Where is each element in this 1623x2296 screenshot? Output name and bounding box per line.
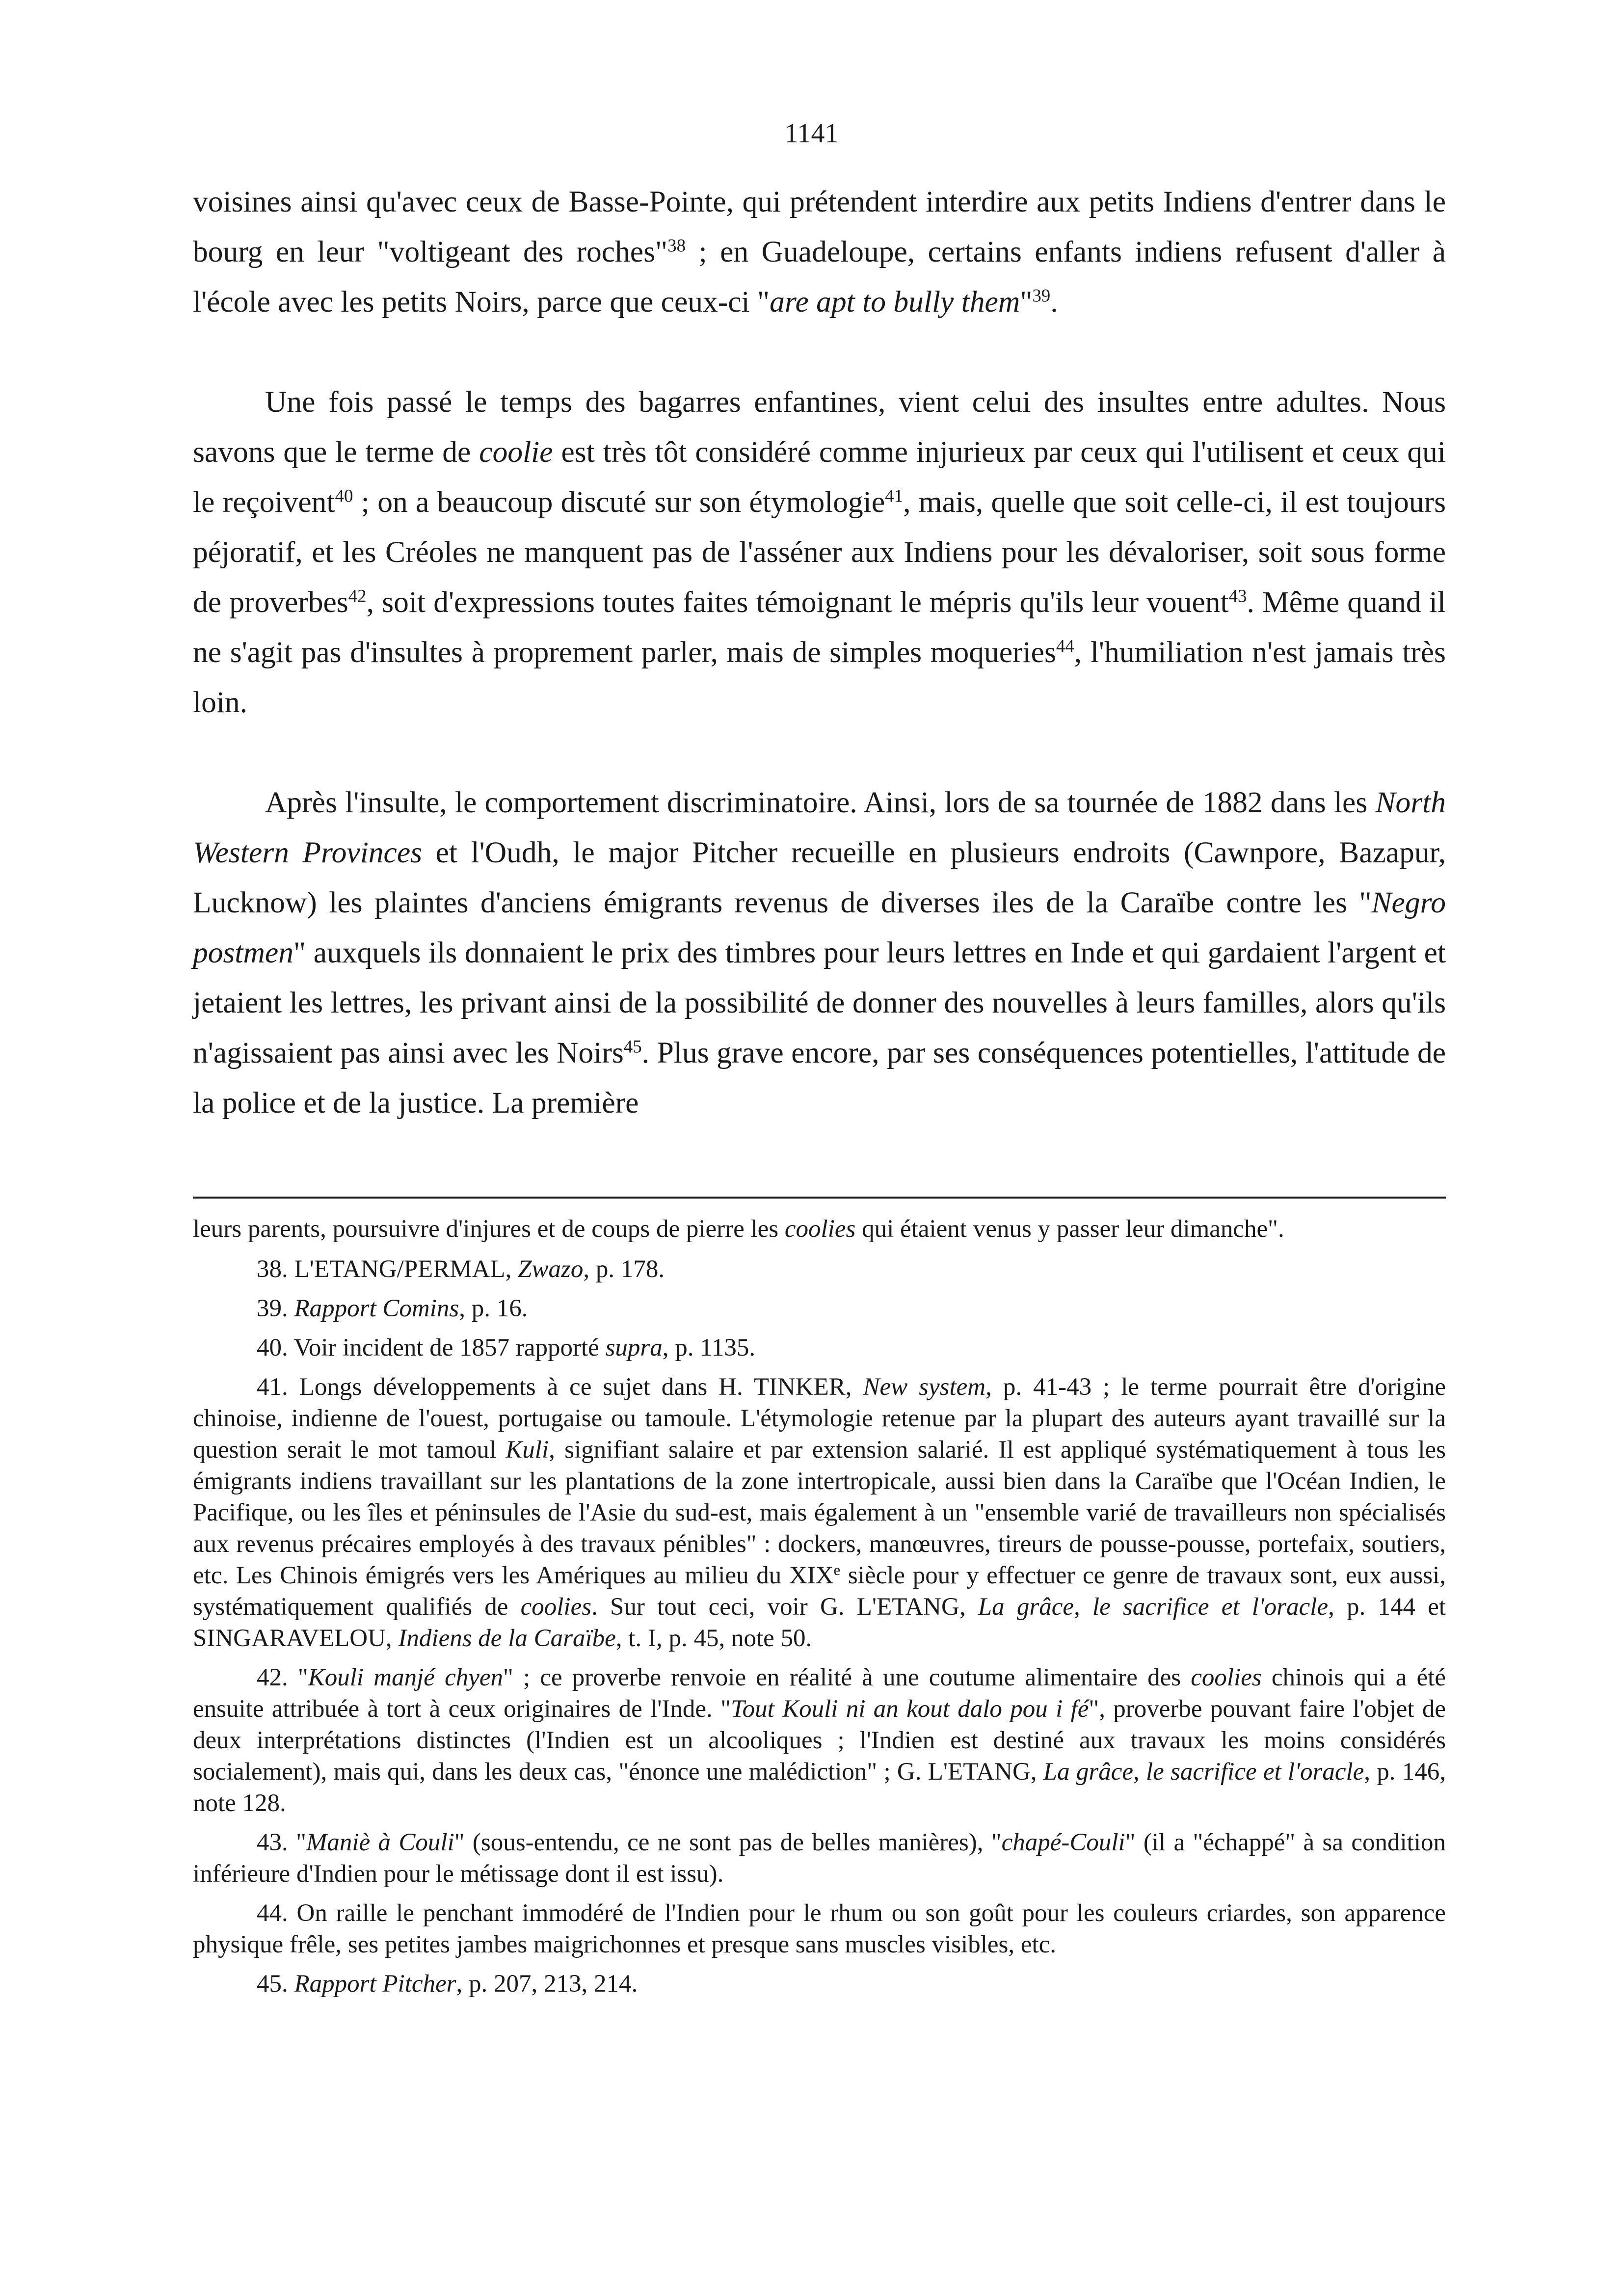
text-run: , p. 144 et SINGARAVELOU, [193,1593,1446,1652]
text-run: qui étaient venus y passer leur dimanche". [855,1215,1284,1243]
italic-text: coolies [520,1593,592,1621]
text-run: , t. I, p. 45, note 50. [615,1625,812,1652]
footnote-continuation [193,1213,1446,1245]
text-run: , p. 207, 213, 214. [456,1970,638,1998]
italic-text: Indiens de la Caraïbe [398,1625,616,1652]
footnote-ref: 41 [885,485,904,506]
text-run: , p. 146, note 128. [193,1758,1446,1817]
footnote-ref: 42 [348,586,367,606]
footnote-ref: 44 [1056,636,1074,656]
italic-text: Rapport Pitcher [294,1970,456,1998]
text-run: Une fois passé le temps des bagarres enfantines, vient celui des insultes entre adultes. Nous savons que le terme de [193,385,1446,469]
text-run: ; en Guadeloupe, certains enfants indiens refusent d'aller à l'école avec les petits Noirs, parce que ceux-ci " [193,235,1446,319]
footnote-ref: 45 [623,1036,642,1057]
text-run: ", proverbe pouvant faire l'objet de deux interprétations distinctes (l'Indien est un alcooliques ; l'Indien est destiné aux travaux les moins considérés socialement), mais qui, dans les deux cas, "énonce une malédiction" ; G. L'ETANG, [193,1695,1446,1786]
text-run: " [1020,285,1033,319]
text-run: 45. [257,1970,294,1998]
body-paragraph [193,377,1446,727]
text-run: 44. On raille le penchant immodéré de l'Indien pour le rhum ou son goût pour les couleurs criardes, son apparence physique frêle, ses petites jambes maigrichonnes et presque sans muscles visibles, etc. [193,1899,1446,1958]
italic-text: are apt to bully them [770,285,1020,319]
text-run: 41. Longs développements à ce sujet dans H. TINKER, [257,1373,863,1401]
text-run: , soit d'expressions toutes faites témoignant le mépris qu'ils leur vouent [366,586,1229,619]
text-run: , p. 16. [459,1295,528,1322]
body-paragraph [193,177,1446,327]
text-run: " ; ce proverbe renvoie en réalité à une coutume alimentaire des [503,1664,1191,1691]
italic-text: Kouli manjé chyen [308,1664,503,1691]
text-run: , l'humiliation n'est jamais très loin. [193,636,1446,719]
text-run: 39. [257,1295,294,1322]
text-run: . Même quand il ne s'agit pas d'insultes à proprement parler, mais de simples moqueries [193,586,1446,669]
text-run: . [1050,285,1058,319]
footnote-44 [193,1897,1446,1960]
footnote-39 [193,1293,1446,1324]
text-run: siècle pour y effectuer ce genre de travaux sont, eux aussi, systématiquement qualifiés de [193,1562,1446,1621]
text-run: " auxquels ils donnaient le prix des timbres pour leurs lettres en Inde et qui gardaient l'argent et jetaient les lettres, les privant ainsi de la possibilité de donner des nouvelles à leurs familles, alors qu'ils n'agissaient pas ainsi avec les Noirs [193,936,1446,1069]
italic-text: New system [863,1373,986,1401]
text-run: . Plus grave encore, par ses conséquences potentielles, l'attitude de la police et de la justice. La première [193,1036,1446,1120]
text-run: 43. " [257,1829,306,1856]
text-run: Après l'insulte, le comportement discriminatoire. Ainsi, lors de sa tournée de 1882 dans les [265,786,1376,819]
italic-text: North Western Provinces [193,786,1446,869]
text-run: . Sur tout ceci, voir G. L'ETANG, [591,1593,978,1621]
footnote-ref: 40 [335,485,353,506]
footnote-ref: 39 [1032,285,1051,306]
italic-text: Zwazo [518,1255,584,1283]
italic-text: coolies [784,1215,856,1243]
italic-text: Negro postmen [193,886,1446,969]
italic-text: Maniè à Couli [306,1829,454,1856]
text-run: ; on a beaucoup discuté sur son étymologie [353,485,885,519]
text-run: leurs parents, poursuivre d'injures et de coups de pierre les [193,1215,785,1243]
body-text [193,177,1446,1128]
footnote-45 [193,1968,1446,2000]
text-run: 42. " [257,1664,308,1691]
italic-text: Rapport Comins [294,1295,459,1322]
body-paragraph [193,777,1446,1128]
text-run: 40. Voir incident de 1857 rapporté [257,1334,606,1362]
footnote-ref: e [833,1562,841,1579]
text-run: , mais, quelle que soit celle-ci, il est toujours péjoratif, et les Créoles ne manquent pas de l'asséner aux Indiens pour les dévaloriser, soit sous forme de proverbes [193,485,1446,619]
text-run: " (il a "échappé" à sa condition inférieure d'Indien pour le métissage dont il est issu). [193,1829,1446,1888]
italic-text: coolie [479,435,553,469]
footnote-42 [193,1662,1446,1819]
text-run: " (sous-entendu, ce ne sont pas de belles manières), " [454,1829,1002,1856]
italic-text: La grâce, le sacrifice et l'oracle [978,1593,1329,1621]
italic-text: coolies [1191,1664,1262,1691]
footnote-38 [193,1254,1446,1285]
footnote-40 [193,1332,1446,1363]
footnote-41 [193,1371,1446,1654]
text-run: est très tôt considéré comme injurieux par ceux qui l'utilisent et ceux qui le reçoivent [193,435,1446,519]
italic-text: Tout Kouli ni an kout dalo pou i fé [730,1695,1089,1723]
text-run: , p. 41-43 ; le terme pourrait être d'origine chinoise, indienne de l'ouest, portugaise ou tamoule. L'étymologie retenue par la plupart des auteurs ayant travaillé sur la question serait le mot tamoul [193,1373,1446,1464]
text-run: , p. 1135. [662,1334,756,1362]
footnote-ref: 38 [667,235,686,256]
footnote-ref: 43 [1228,586,1247,606]
footnote-separator [193,1197,1446,1199]
text-run: et l'Oudh, le major Pitcher recueille en plusieurs endroits (Cawnpore, Bazapur, Lucknow) les plaintes d'anciens émigrants revenus de diverses iles de la Caraïbe contre les " [193,836,1446,919]
page-number: 1141 [784,118,839,149]
text-run: 38. L'ETANG/PERMAL, [257,1255,518,1283]
text-run: chinois qui a été ensuite attribuée à tort à ceux originaires de l'Inde. " [193,1664,1446,1723]
italic-text: La grâce, le sacrifice et l'oracle [1043,1758,1364,1786]
footnote-43 [193,1827,1446,1890]
text-run: , signifiant salaire et par extension salarié. Il est appliqué systématiquement à tous les émigrants indiens travaillant sur les plantations de la zone intertropicale, aussi bien dans la Caraïbe que l'Océan Indien, le Pacifique, ou les îles et péninsules de l'Asie du sud-est, mais également à un "ensemble varié de travailleurs non spécialisés aux revenus précaires employés à des travaux pénibles" : dockers, manœuvres, tireurs de pousse-pousse, portefaix, soutiers, etc. Les Chinois émigrés vers les Amériques au milieu du XIX [193,1436,1446,1589]
text-run: , p. 178. [583,1255,665,1283]
italic-text: chapé-Couli [1001,1829,1125,1856]
italic-text: Kuli [506,1436,549,1464]
text-run: voisines ainsi qu'avec ceux de Basse-Pointe, qui prétendent interdire aux petits Indiens d'entrer dans le bourg en leur "voltigeant des roches" [193,185,1446,268]
italic-text: supra [605,1334,663,1362]
footnotes [193,1213,1446,2007]
